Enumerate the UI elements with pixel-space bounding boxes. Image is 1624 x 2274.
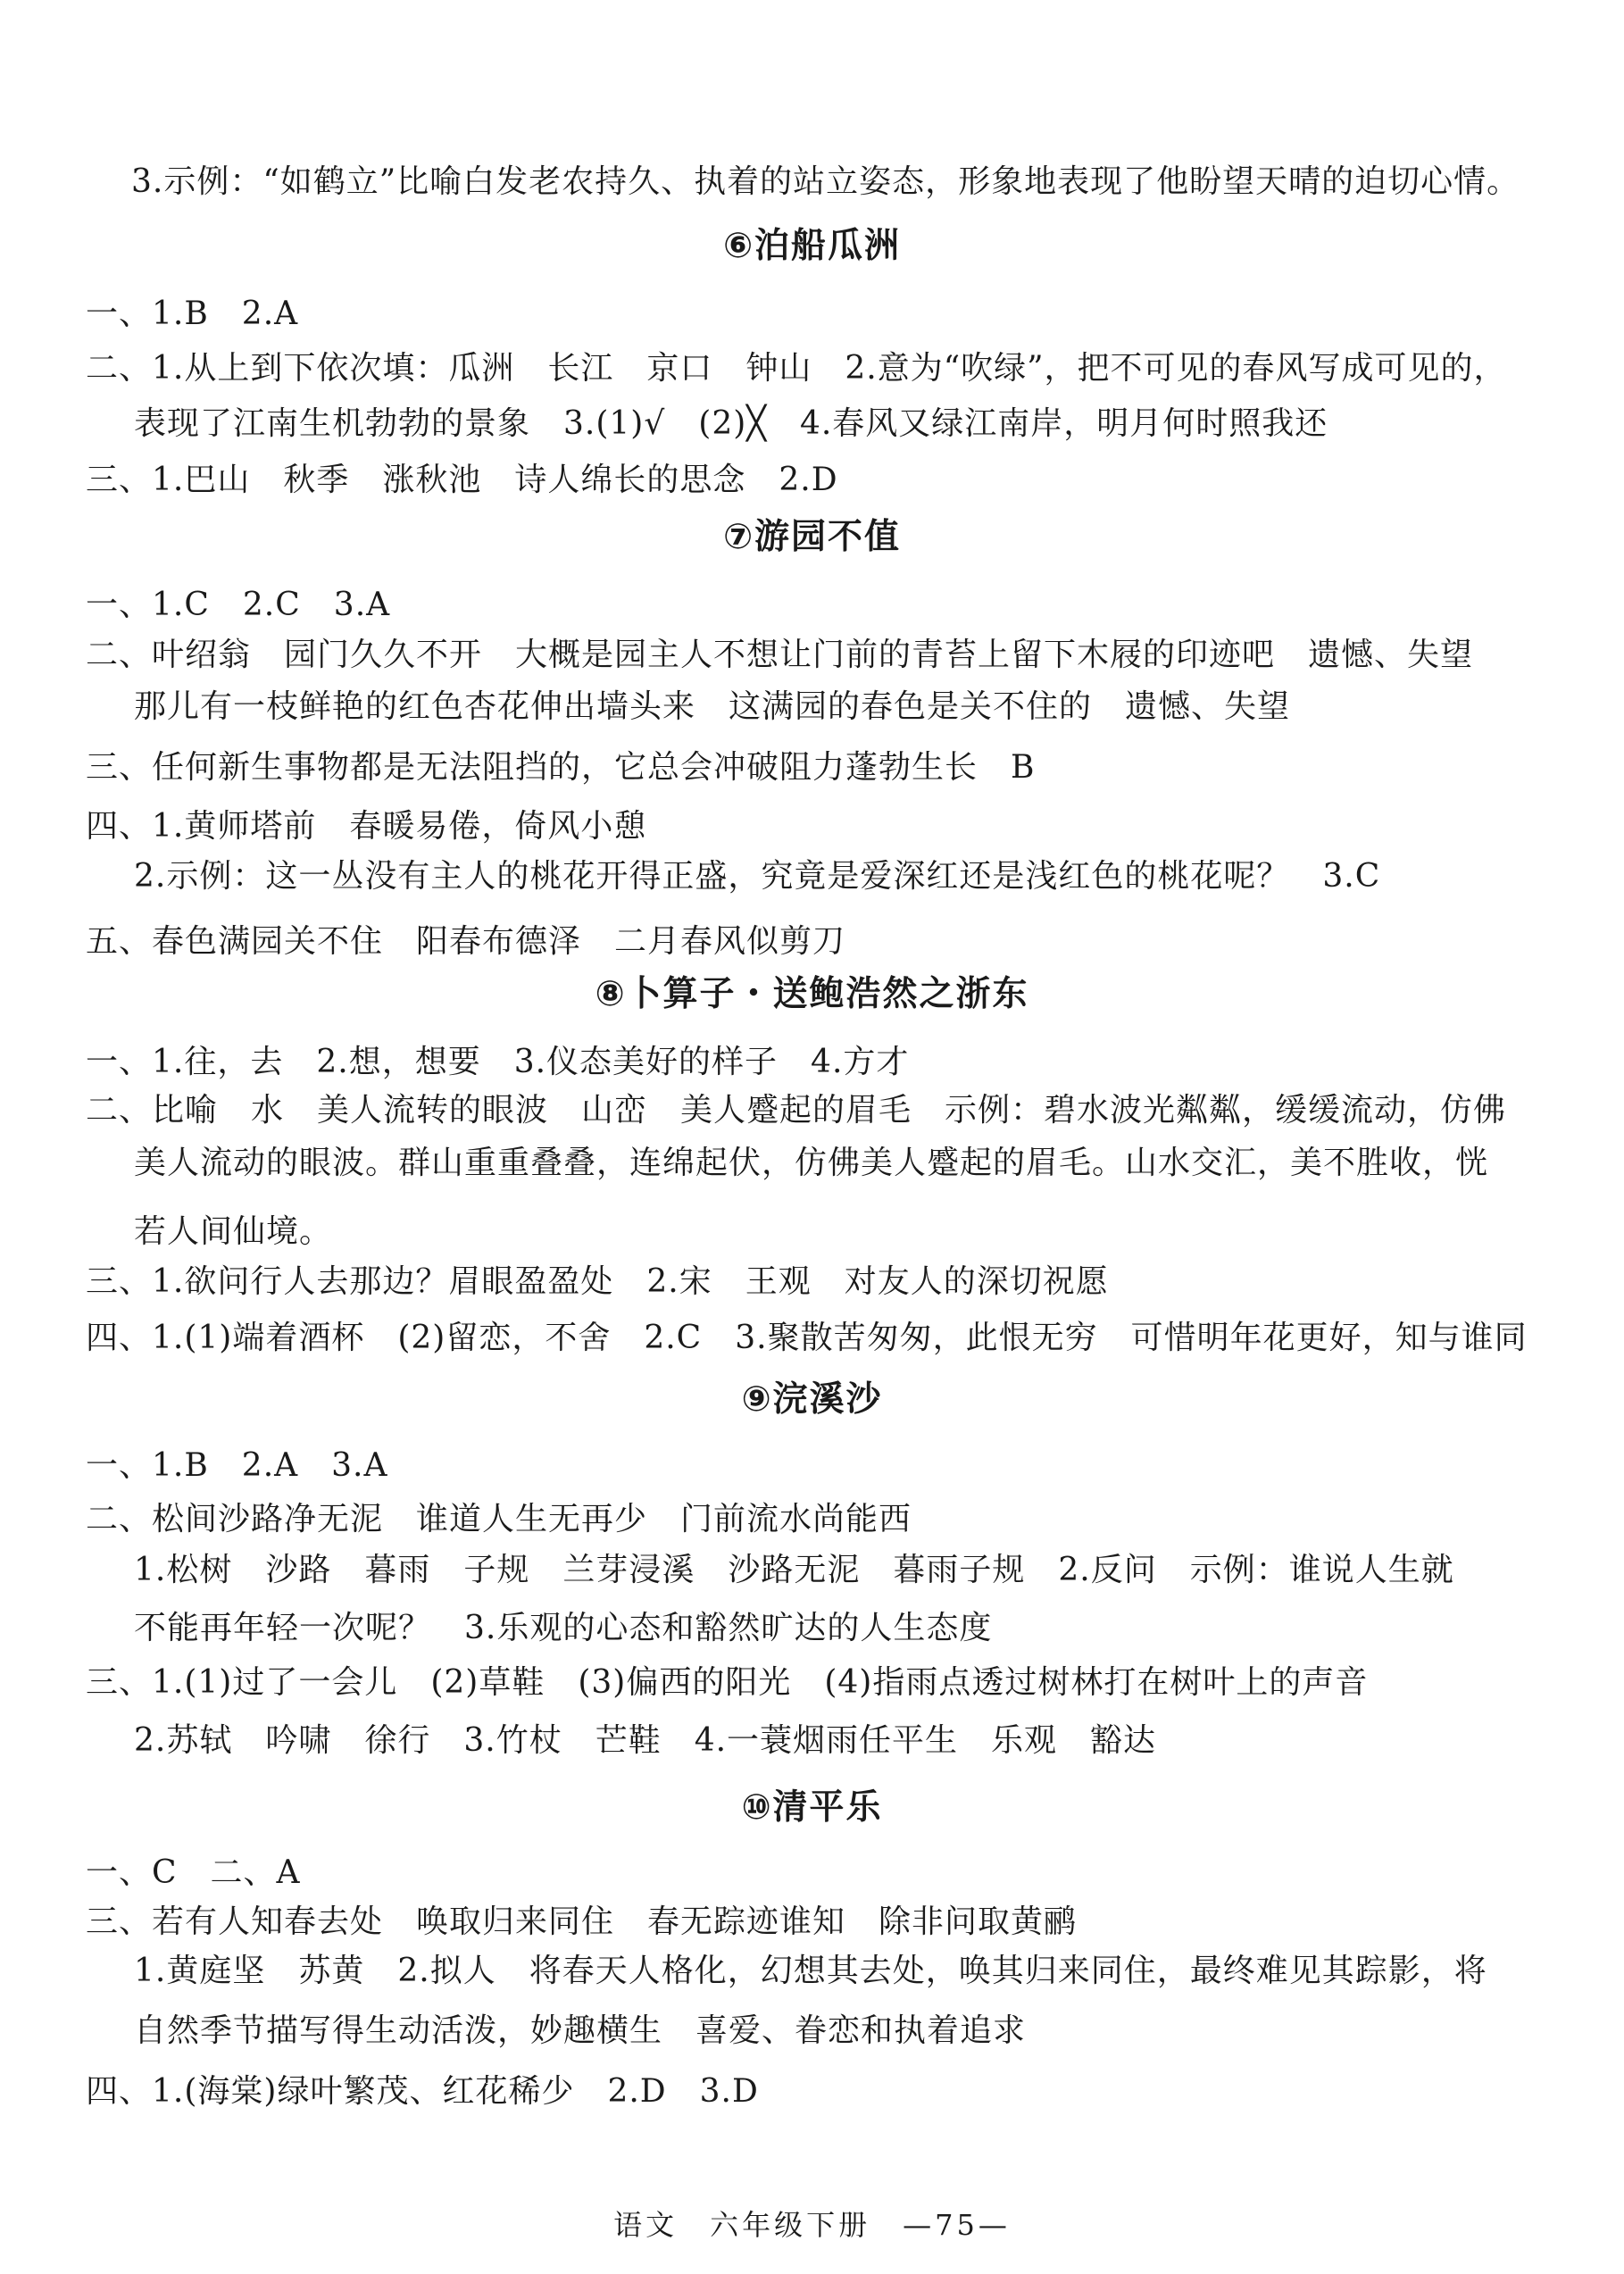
answer-line: 三、1.巴山 秋季 涨秋池 诗人绵长的思念 2.D — [86, 462, 838, 498]
answer-line: 一、1.B 2.A — [86, 296, 299, 332]
answer-line: 1.松树 沙路 暮雨 子规 兰芽浸溪 沙路无泥 暮雨子规 2.反问 示例：谁说人生就 — [134, 1552, 1454, 1588]
answer-line: 四、1.黄师塔前 春暖易倦，倚风小憩 — [86, 808, 647, 845]
answer-line: 三、1.欲问行人去那边？眉眼盈盈处 2.宋 王观 对友人的深切祝愿 — [86, 1263, 1109, 1300]
answer-line: 一、C 二、A — [86, 1854, 301, 1891]
answer-line: 三、1.(1)过了一会儿 (2)草鞋 (3)偏西的阳光 (4)指雨点透过树林打在树叶上的声音 — [86, 1664, 1369, 1701]
section-title: ⑨浣溪沙 — [741, 1379, 883, 1420]
answer-line: 三、若有人知春去处 唤取归来同住 春无踪迹谁知 除非问取黄鹂 — [86, 1903, 1078, 1940]
answer-line: 一、1.往，去 2.想，想要 3.仪态美好的样子 4.方才 — [86, 1044, 910, 1080]
answer-line: 三、任何新生事物都是无法阻挡的，它总会冲破阻力蓬勃生长 B — [86, 749, 1036, 786]
answer-line: 一、1.C 2.C 3.A — [86, 587, 391, 623]
answer-line: 二、1.从上到下依次填：瓜洲 长江 京口 钟山 2.意为“吹绿”，把不可见的春风写成可见的， — [86, 350, 1507, 387]
answer-line: 那儿有一枝鲜艳的红色杏花伸出墙头来 这满园的春色是关不住的 遗憾、失望 — [134, 688, 1291, 725]
answer-line: 二、松间沙路净无泥 谁道人生无再少 门前流水尚能西 — [86, 1501, 912, 1537]
section-title: ⑥泊船瓜洲 — [722, 226, 902, 266]
section-title: ⑦游园不值 — [722, 517, 902, 557]
answer-line: 一、1.B 2.A 3.A — [86, 1447, 388, 1484]
answer-line: 不能再年轻一次呢？ 3.乐观的心态和豁然旷达的人生态度 — [134, 1610, 993, 1646]
answer-line: 2.示例：这一丛没有主人的桃花开得正盛，究竟是爱深红还是浅红色的桃花呢？ 3.C — [134, 858, 1381, 895]
answer-line: 3.示例：“如鹤立”比喻白发老农持久、执着的站立姿态，形象地表现了他盼望天晴的迫切心情。 — [131, 163, 1520, 200]
answer-line: 五、春色满园关不住 阳春布德泽 二月春风似剪刀 — [86, 923, 846, 960]
answer-line: 美人流动的眼波。群山重重叠叠，连绵起伏，仿佛美人蹙起的眉毛。山水交汇，美不胜收，恍 — [134, 1145, 1489, 1181]
page-footer: 语文 六年级下册 —75— — [613, 2208, 1011, 2242]
section-title: ⑧卜算子・送鲍浩然之浙东 — [595, 974, 1029, 1014]
answer-line: 2.苏轼 吟啸 徐行 3.竹杖 芒鞋 4.一蓑烟雨任平生 乐观 豁达 — [134, 1722, 1157, 1759]
answer-line: 四、1.(1)端着酒杯 (2)留恋，不舍 2.C 3.聚散苦匆匆，此恨无穷 可惜明年花更好，知与谁同 — [86, 1320, 1528, 1356]
answer-line: 若人间仙境。 — [134, 1213, 333, 1250]
answer-line: 二、叶绍翁 园门久久不开 大概是园主人不想让门前的青苔上留下木屐的印迹吧 遗憾、失望 — [86, 637, 1474, 673]
answer-line: 表现了江南生机勃勃的景象 3.(1)√ (2)╳ 4.春风又绿江南岸，明月何时照我还 — [134, 405, 1328, 442]
answer-line: 自然季节描写得生动活泼，妙趣横生 喜爱、眷恋和执着追求 — [134, 2012, 1027, 2049]
section-title: ⑩清平乐 — [741, 1787, 883, 1828]
answer-line: 1.黄庭坚 苏黄 2.拟人 将春天人格化，幻想其去处，唤其归来同住，最终难见其踪影，将 — [134, 1953, 1487, 1989]
answer-line: 二、比喻 水 美人流转的眼波 山峦 美人蹙起的眉毛 示例：碧水波光粼粼，缓缓流动，仿佛 — [86, 1092, 1507, 1129]
answer-line: 四、1.(海棠)绿叶繁茂、红花稀少 2.D 3.D — [86, 2073, 759, 2110]
